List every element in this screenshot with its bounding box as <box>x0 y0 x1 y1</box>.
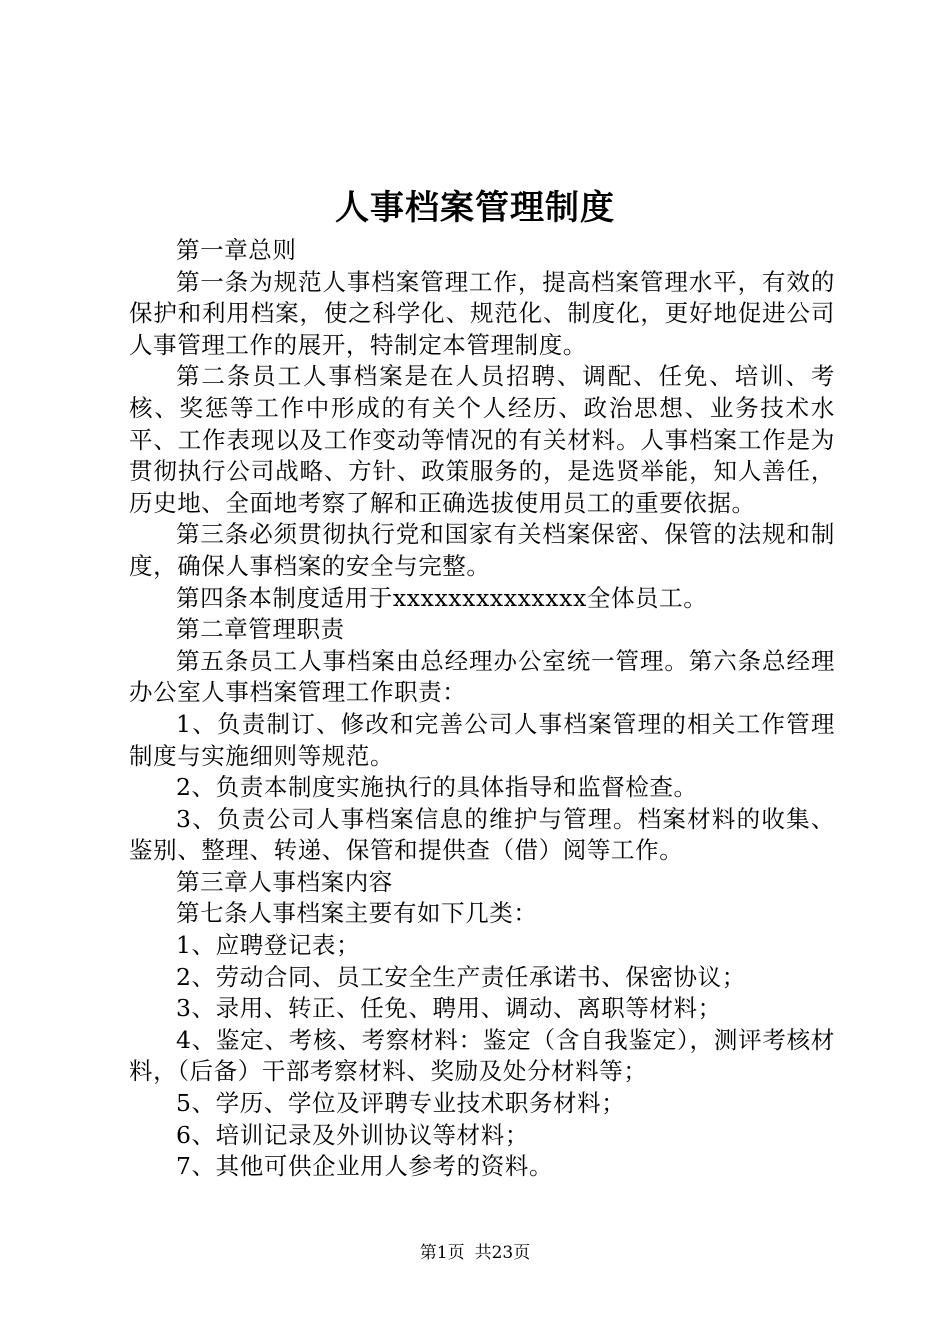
list-item: 3、录用、转正、任免、聘用、调动、离职等材料； <box>176 994 722 1023</box>
article-paragraph: 第一条为规范人事档案管理工作，提高档案管理水平，有效的保护和利用档案，使之科学化、规范化、制度化，更好地促进公司人事管理工作的展开，特制定本管理制度。 <box>129 267 835 359</box>
list-item: 4、鉴定、考核、考察材料：鉴定（含自我鉴定），测评考核材料，（后备）干部考察材料、奖励及处分材料等； <box>129 1025 835 1086</box>
list-item: 2、劳动合同、员工安全生产责任承诺书、保密协议； <box>176 962 746 991</box>
article-paragraph: 第七条人事档案主要有如下几类： <box>176 899 538 928</box>
list-item: 2、负责本制度实施执行的具体指导和监督检查。 <box>176 773 698 802</box>
list-item: 1、负责制订、修改和完善公司人事档案管理的相关工作管理制度与实施细则等规范。 <box>129 709 835 770</box>
article-paragraph: 第五条员工人事档案由总经理办公室统一管理。第六条总经理办公室人事档案管理工作职责： <box>129 646 835 707</box>
article-paragraph: 第三条必须贯彻执行党和国家有关档案保密、保管的法规和制度，确保人事档案的安全与完整。 <box>129 520 835 580</box>
article-paragraph: 第四条本制度适用于xxxxxxxxxxxxxx全体员工。 <box>176 583 708 612</box>
chapter-heading: 第三章人事档案内容 <box>176 867 393 896</box>
list-item: 6、培训记录及外训协议等材料； <box>176 1120 529 1149</box>
document-body <box>129 235 835 1183</box>
page-footer <box>0 1241 950 1265</box>
article-paragraph: 第二条员工人事档案是在人员招聘、调配、任免、培训、考核、奖惩等工作中形成的有关个人经历、政治思想、业务技术水平、工作表现以及工作变动等情况的有关材料。人事档案工作是为贯彻执行公司战略、方针、政策服务的，是选贤举能，知人善任，历史地、全面地考察了解和正确选拔使用员工的重要依据。 <box>129 362 835 517</box>
page-number: 第1页 <box>419 1243 465 1263</box>
document-title: 人事档案管理制度 <box>335 188 615 228</box>
page-total: 共23页 <box>474 1243 531 1263</box>
list-item: 7、其他可供企业用人参考的资料。 <box>176 1152 554 1181</box>
list-item: 3、负责公司人事档案信息的维护与管理。档案材料的收集、鉴别、整理、转递、保管和提供查（借）阅等工作。 <box>129 804 835 865</box>
list-item: 1、应聘登记表； <box>176 931 361 960</box>
chapter-heading: 第二章管理职责 <box>176 615 345 644</box>
chapter-heading: 第一章总则 <box>176 236 297 264</box>
list-item: 5、学历、学位及评聘专业技术职务材料； <box>176 1089 626 1118</box>
